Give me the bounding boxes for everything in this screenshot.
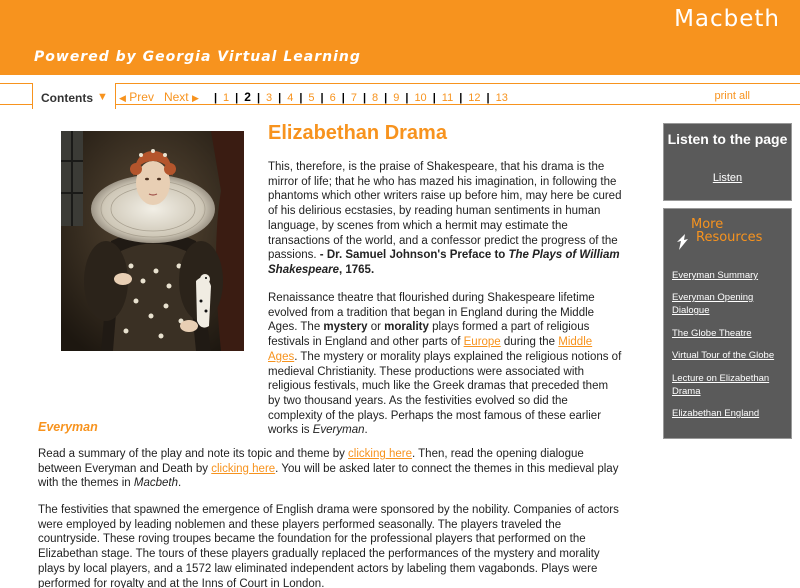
separator: | bbox=[384, 92, 388, 104]
text: . Then, read the opening dialogue between Everyman and Death by bbox=[38, 448, 584, 475]
quote-source: - Dr. Samuel Johnson's Preface to bbox=[316, 249, 509, 262]
text: during the bbox=[500, 336, 559, 349]
text: Read a summary of the play and note its topic and theme by bbox=[38, 448, 349, 460]
text: . The mystery or morality plays explained the religious notions of medieval Christianity. These productions were associated with religious festivals, much like the Greek dramas that preceded them by two thousand years. As the festivities evolved so did the complexity of the plays. Perhaps the most famous of these earlier works is bbox=[268, 350, 622, 437]
page-link-7[interactable]: 7 bbox=[350, 92, 357, 104]
lecture-link[interactable]: Lecture on Elizabethan Drama bbox=[672, 373, 770, 397]
print-all-link[interactable]: print all bbox=[714, 90, 750, 102]
prev-label: Prev bbox=[129, 90, 154, 104]
contents-dropdown[interactable] bbox=[32, 83, 116, 109]
nav-bottom-divider bbox=[0, 104, 800, 105]
dialogue-clicking-here-link[interactable]: clicking here bbox=[211, 462, 276, 475]
quote-source-title: The Plays of William Shakespeare bbox=[268, 249, 620, 276]
quote-text: This, therefore, is the praise of Shakespeare, that his drama is the mirror of life; that he who has mazed his imagination, in following the phantoms which other writers raise up before him, may here be cured of his delirious ecstasies, by reading human sentiments in human language, by scenes from which a hermit may estimate the transactions of the world, and a confessor predict the progress of the passions. bbox=[268, 161, 622, 262]
contents-label: Contents bbox=[41, 91, 93, 105]
resources-line2: Resources bbox=[696, 230, 763, 245]
elizabeth-portrait-image bbox=[61, 131, 244, 351]
term-morality: morality bbox=[384, 321, 429, 334]
separator: | bbox=[405, 92, 409, 104]
prev-button[interactable] bbox=[119, 90, 154, 104]
middle-ages-link[interactable]: Middle Ages bbox=[268, 336, 593, 363]
summary-clicking-here-link[interactable]: clicking here bbox=[348, 448, 412, 460]
page-link-2-current: 2 bbox=[244, 90, 251, 104]
listen-panel bbox=[663, 123, 792, 201]
globe-theatre-link[interactable]: The Globe Theatre bbox=[672, 328, 752, 339]
page-link-5[interactable]: 5 bbox=[308, 92, 315, 104]
page-link-8[interactable]: 8 bbox=[372, 92, 379, 104]
everyman-heading: Everyman bbox=[38, 420, 98, 434]
page-link-9[interactable]: 9 bbox=[393, 92, 400, 104]
listen-link[interactable]: Listen bbox=[712, 172, 743, 184]
page-link-4[interactable]: 4 bbox=[287, 92, 294, 104]
nav-top-divider bbox=[0, 83, 800, 84]
page-link-6[interactable]: 6 bbox=[329, 92, 336, 104]
chevron-down-icon: ▼ bbox=[97, 91, 108, 103]
page-link-1[interactable]: 1 bbox=[223, 92, 230, 104]
separator: | bbox=[235, 92, 239, 104]
separator: | bbox=[432, 92, 436, 104]
virtual-tour-link[interactable]: Virtual Tour of the Globe bbox=[672, 350, 775, 361]
portrait-illustration bbox=[61, 131, 244, 351]
separator: | bbox=[278, 92, 282, 104]
more-resources-heading bbox=[691, 218, 762, 244]
elizabethan-england-link[interactable]: Elizabethan England bbox=[672, 408, 760, 419]
quote-source-year: , 1765. bbox=[338, 263, 375, 276]
europe-link[interactable]: Europe bbox=[463, 336, 501, 349]
page-link-13[interactable]: 13 bbox=[495, 92, 508, 104]
everyman-dialogue-link[interactable]: Everyman Opening Dialogue bbox=[672, 292, 754, 316]
text: or bbox=[367, 321, 385, 334]
everyman-summary-link[interactable]: Everyman Summary bbox=[672, 270, 759, 281]
course-title: Macbeth bbox=[674, 6, 780, 32]
cursor-arrow-icon bbox=[676, 233, 690, 251]
resources-line1: More bbox=[691, 217, 724, 232]
page-link-10[interactable]: 10 bbox=[414, 92, 427, 104]
separator: | bbox=[213, 92, 218, 104]
renaissance-paragraph bbox=[268, 291, 623, 438]
text: Renaissance theatre that flourished during Shakespeare lifetime evolved from a tradition that began in England during the Middle Ages. The bbox=[268, 292, 595, 334]
johnson-quote bbox=[268, 160, 623, 278]
text: . bbox=[178, 477, 182, 490]
separator: | bbox=[256, 92, 261, 104]
text: plays formed a part of religious festivals in England and other parts of bbox=[268, 321, 590, 349]
text: . You will be asked later to connect the themes in this medieval play with the themes in bbox=[38, 462, 619, 490]
page-title: Elizabethan Drama bbox=[268, 122, 447, 144]
everyman-title: Everyman bbox=[312, 424, 365, 437]
festivities-paragraph: The festivities that spawned the emergence of English drama were sponsored by the nobility. Companies of actors were employed by leading noblemen and these players performed seasonally. The players traveled the countryside. These roving troupes became the foundation for the professional players that performed on the Elizabethan stage. The tours of these players gradually replaced the performances of the mystery and morality plays by local players, and a 1572 law eliminated independent actors by labeling them vagabonds. Plays were performed for royalty and at the Inns of Court in London. bbox=[38, 504, 619, 588]
everyman-paragraph bbox=[38, 447, 623, 491]
triangle-right-icon: ▶ bbox=[191, 93, 199, 103]
term-mystery: mystery bbox=[323, 321, 368, 334]
more-resources-panel bbox=[663, 208, 792, 439]
page-link-11[interactable]: 11 bbox=[441, 92, 454, 104]
separator: | bbox=[299, 92, 303, 104]
text: . bbox=[364, 424, 368, 437]
separator: | bbox=[320, 92, 324, 104]
page-link-3[interactable]: 3 bbox=[266, 92, 273, 104]
macbeth-title: Macbeth bbox=[133, 477, 178, 490]
page-navigation bbox=[0, 83, 800, 109]
page-links bbox=[119, 90, 508, 104]
separator: | bbox=[459, 92, 463, 104]
separator: | bbox=[486, 92, 490, 104]
next-button[interactable] bbox=[164, 90, 199, 104]
page-link-12[interactable]: 12 bbox=[468, 92, 481, 104]
triangle-left-icon: ◀ bbox=[119, 93, 126, 103]
listen-title: Listen to the page bbox=[667, 131, 788, 147]
separator: | bbox=[362, 92, 367, 104]
header-banner bbox=[0, 0, 800, 75]
tagline: Powered by Georgia Virtual Learning bbox=[34, 49, 361, 65]
next-label: Next bbox=[163, 90, 189, 104]
separator: | bbox=[341, 92, 345, 104]
